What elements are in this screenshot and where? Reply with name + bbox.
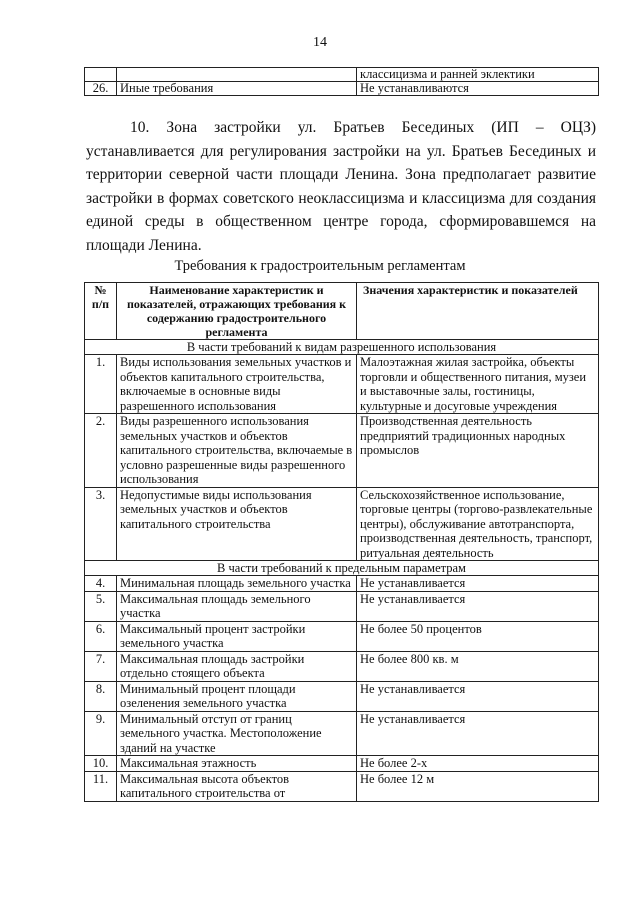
row-number <box>85 68 117 82</box>
table-row <box>85 756 599 772</box>
page-number: 14 <box>313 35 327 50</box>
row-value: Не более 800 кв. м <box>357 651 599 681</box>
row-name: Недопустимые виды использования земельных участков и объектов капитального строительства <box>117 487 357 561</box>
row-value: Не более 2-х <box>357 756 599 772</box>
row-value: Не более 50 процентов <box>357 621 599 651</box>
row-number: 3. <box>85 487 117 561</box>
table-row <box>85 355 599 414</box>
table-row <box>85 414 599 488</box>
row-name: Максимальная площадь земельного участка <box>117 591 357 621</box>
row-value: Малоэтажная жилая застройка, объекты торговли и общественного питания, музеи и выставочные залы, гостиницы, культурные и досуговые учреждения <box>357 355 599 414</box>
row-value: Не устанавливается <box>357 591 599 621</box>
table-row <box>85 487 599 561</box>
row-name <box>117 68 357 82</box>
row-value: классицизма и ранней эклектики <box>357 68 599 82</box>
row-number: 9. <box>85 711 117 756</box>
row-name: Минимальная площадь земельного участка <box>117 576 357 592</box>
table-row <box>85 651 599 681</box>
section-title: В части требований к видам разрешенного использования <box>85 340 599 355</box>
row-number: 2. <box>85 414 117 488</box>
section-row <box>85 561 599 576</box>
row-number: 1. <box>85 355 117 414</box>
row-number: 7. <box>85 651 117 681</box>
continued-table <box>84 67 599 96</box>
table-row <box>85 576 599 592</box>
row-name: Максимальная этажность <box>117 756 357 772</box>
table-header-row <box>85 283 599 340</box>
section-title: В части требований к предельным параметрам <box>85 561 599 576</box>
row-value: Не более 12 м <box>357 771 599 801</box>
requirements-table <box>84 282 599 802</box>
row-name: Иные требования <box>117 82 357 96</box>
table-title: Требования к градостроительным регламентам <box>174 258 466 274</box>
row-name: Максимальная площадь застройки отдельно стоящего объекта <box>117 651 357 681</box>
header-name: Наименование характеристик и показателей, отражающих требования к содержанию градостроительного регламента <box>117 283 357 340</box>
row-name: Минимальный процент площади озеленения земельного участка <box>117 681 357 711</box>
table-row <box>85 771 599 801</box>
table-row <box>85 82 599 96</box>
zone-description-paragraph: 10. Зона застройки ул. Братьев Бесединых (ИП – ОЦЗ) устанавливается для регулирования застройки на ул. Братьев Бесединых и территории северной части площади Ленина. Зона предполагает развитие застройки в формах советского неоклассицизма и классицизма для создания единой среды в общественном центре города, сформировавшемся на площади Ленина. <box>86 119 596 254</box>
row-number: 5. <box>85 591 117 621</box>
table-row <box>85 681 599 711</box>
row-number: 4. <box>85 576 117 592</box>
table-row <box>85 711 599 756</box>
section-row <box>85 340 599 355</box>
row-name: Максимальная высота объектов капитального строительства от <box>117 771 357 801</box>
row-number: 26. <box>85 82 117 96</box>
row-name: Виды разрешенного использования земельных участков и объектов капитального строительства, включаемые в условно разрешенные виды разрешенного использования <box>117 414 357 488</box>
row-number: 8. <box>85 681 117 711</box>
row-value: Не устанавливаются <box>357 82 599 96</box>
row-value: Не устанавливается <box>357 711 599 756</box>
row-number: 11. <box>85 771 117 801</box>
row-value: Не устанавливается <box>357 576 599 592</box>
row-value: Производственная деятельность предприятий традиционных народных промыслов <box>357 414 599 488</box>
row-name: Виды использования земельных участков и объектов капитального строительства, включаемые в основные виды разрешенного использования <box>117 355 357 414</box>
row-number: 6. <box>85 621 117 651</box>
row-number: 10. <box>85 756 117 772</box>
table-row <box>85 621 599 651</box>
row-value: Сельскохозяйственное использование, торговые центры (торгово-развлекательные центры), обслуживание автотранспорта, производственная деятельность, транспорт, ритуальная деятельность <box>357 487 599 561</box>
row-value: Не устанавливается <box>357 681 599 711</box>
row-name: Минимальный отступ от границ земельного участка. Местоположение зданий на участке <box>117 711 357 756</box>
header-num: № п/п <box>85 283 117 340</box>
row-name: Максимальный процент застройки земельного участка <box>117 621 357 651</box>
table-row <box>85 68 599 82</box>
header-value: Значения характеристик и показателей <box>357 283 599 340</box>
table-row <box>85 591 599 621</box>
